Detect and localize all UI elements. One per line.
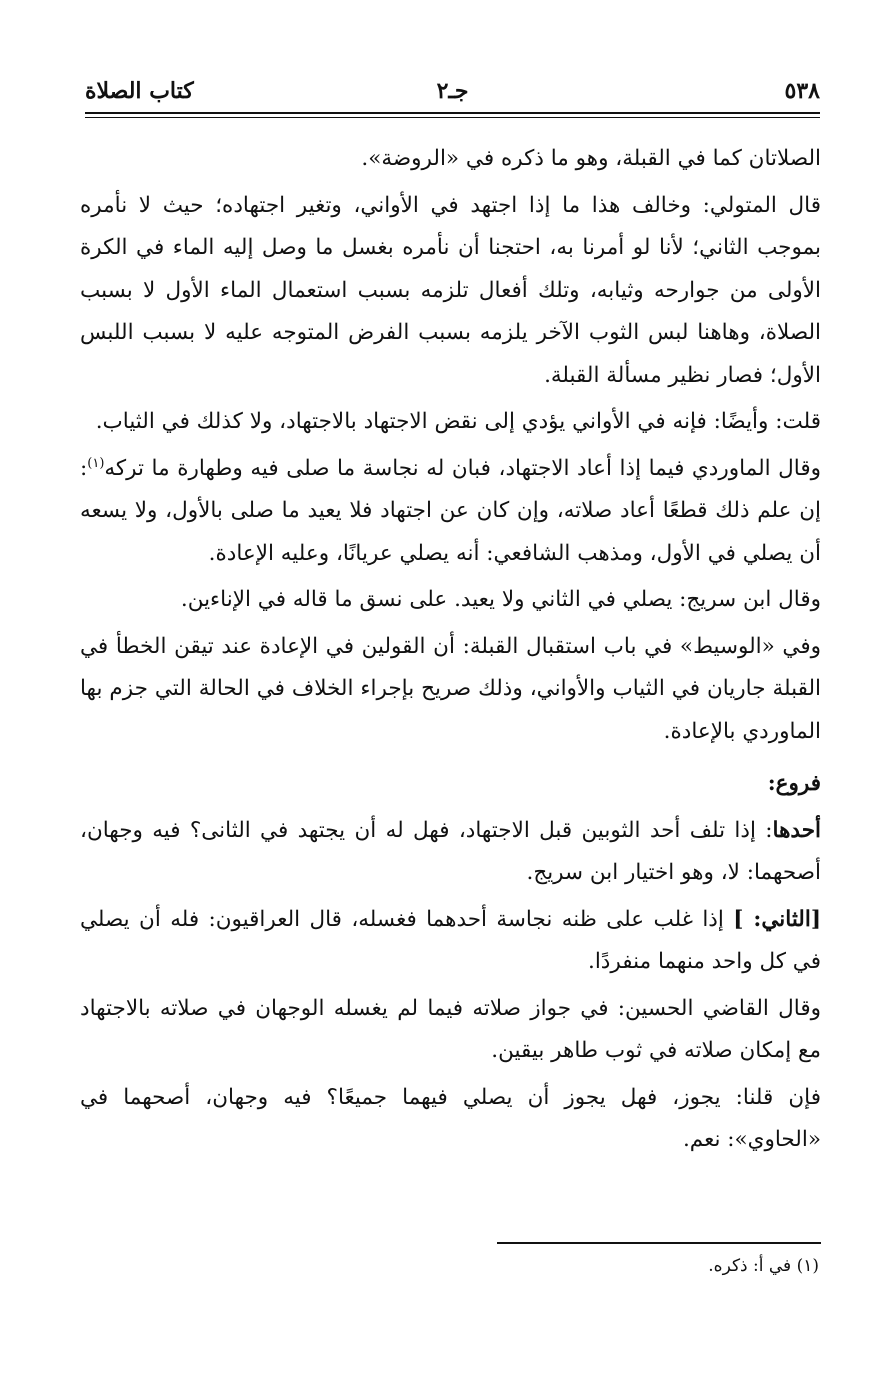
branch-label: [الثاني: ] [733, 906, 821, 932]
header-rule-thin [85, 117, 820, 118]
branch-paragraph [80, 810, 821, 895]
main-text [80, 138, 821, 1166]
page-number: ٥٣٨ [784, 78, 820, 104]
paragraph: وقال القاضي الحسين: في جواز صلاته فيما لم يغسله الوجهان في صلاته بالاجتهاد مع إمكان صلاته في ثوب طاهر بيقين. [80, 995, 821, 1063]
footnote: (١) في أ: ذكره. [708, 1256, 819, 1276]
branch-label: أحدها [772, 817, 821, 843]
paragraph: قلت: وأيضًا: فإنه في الأواني يؤدي إلى نقض الاجتهاد بالاجتهاد، ولا كذلك في الثياب. [95, 409, 821, 434]
section-heading [80, 763, 821, 806]
paragraph: فإن قلنا: يجوز، فهل يجوز أن يصلي فيهما جميعًا؟ فيه وجهان، أصحهما في «الحاوي»: نعم. [80, 1084, 821, 1152]
branch-paragraph [80, 899, 821, 984]
paragraph: قال المتولي: وخالف هذا ما إذا اجتهد في الأواني، وتغير اجتهاده؛ حيث لا نأمره بموجب الثاني؛ لأنا لو أمرنا به، احتجنا أن نأمره بغسل ما وصل إليه الماء في الكرة الأولى من جوارحه وثيابه، وتلك أفعال تلزمه بسبب استعمال الماء الأول لا بسبب الصلاة، وهاهنا لبس الثوب الآخر يلزمه بسبب الفرض المتوجه عليه لا بسبب اللبس الأول؛ فصار نظير مسألة القبلة. [80, 192, 821, 388]
volume-number: جـ٢ [436, 78, 469, 104]
paragraph: الصلاتان كما في القبلة، وهو ما ذكره في «الروضة». [361, 146, 821, 171]
section-heading-text: فروع: [767, 771, 821, 796]
paragraph [80, 448, 821, 576]
page-header [85, 78, 820, 108]
footnote-ref[interactable]: (١) [87, 455, 105, 471]
header-rule-thick [85, 112, 820, 114]
paragraph: وقال ابن سريج: يصلي في الثاني ولا يعيد. على نسق ما قاله في الإناءين. [180, 587, 821, 612]
paragraph-text: وقال الماوردي فيما إذا أعاد الاجتهاد، فبان له نجاسة ما صلى فيه وطهارة ما تركه [104, 455, 821, 481]
paragraph: وفي «الوسيط» في باب استقبال القبلة: أن القولين في الإعادة عند تيقن الخطأ في القبلة جاريان في الثياب والأواني، وذلك صريح بإجراء الخلاف في الحالة التي جزم بها الماوردي بالإعادة. [80, 633, 821, 744]
branch-text: إذا غلب على ظنه نجاسة أحدهما فغسله، قال العراقيون: فله أن يصلي في كل واحد منهما منفردًا. [80, 906, 821, 974]
book-title: كتاب الصلاة [85, 78, 194, 104]
paragraph-text-after: : إن علم ذلك قطعًا أعاد صلاته، وإن كان عن اجتهاد فلا يعيد ما صلى بالأول، ولا يسعه أن يصلي في الأول، ومذهب الشافعي: أنه يصلي عريانًا، وعليه الإعادة. [80, 455, 821, 566]
branch-text: : إذا تلف أحد الثوبين قبل الاجتهاد، فهل له أن يجتهد في الثانى؟ فيه وجهان، أصحهما: لا، وهو اختيار ابن سريج. [80, 817, 821, 885]
footnote-rule [497, 1242, 821, 1244]
